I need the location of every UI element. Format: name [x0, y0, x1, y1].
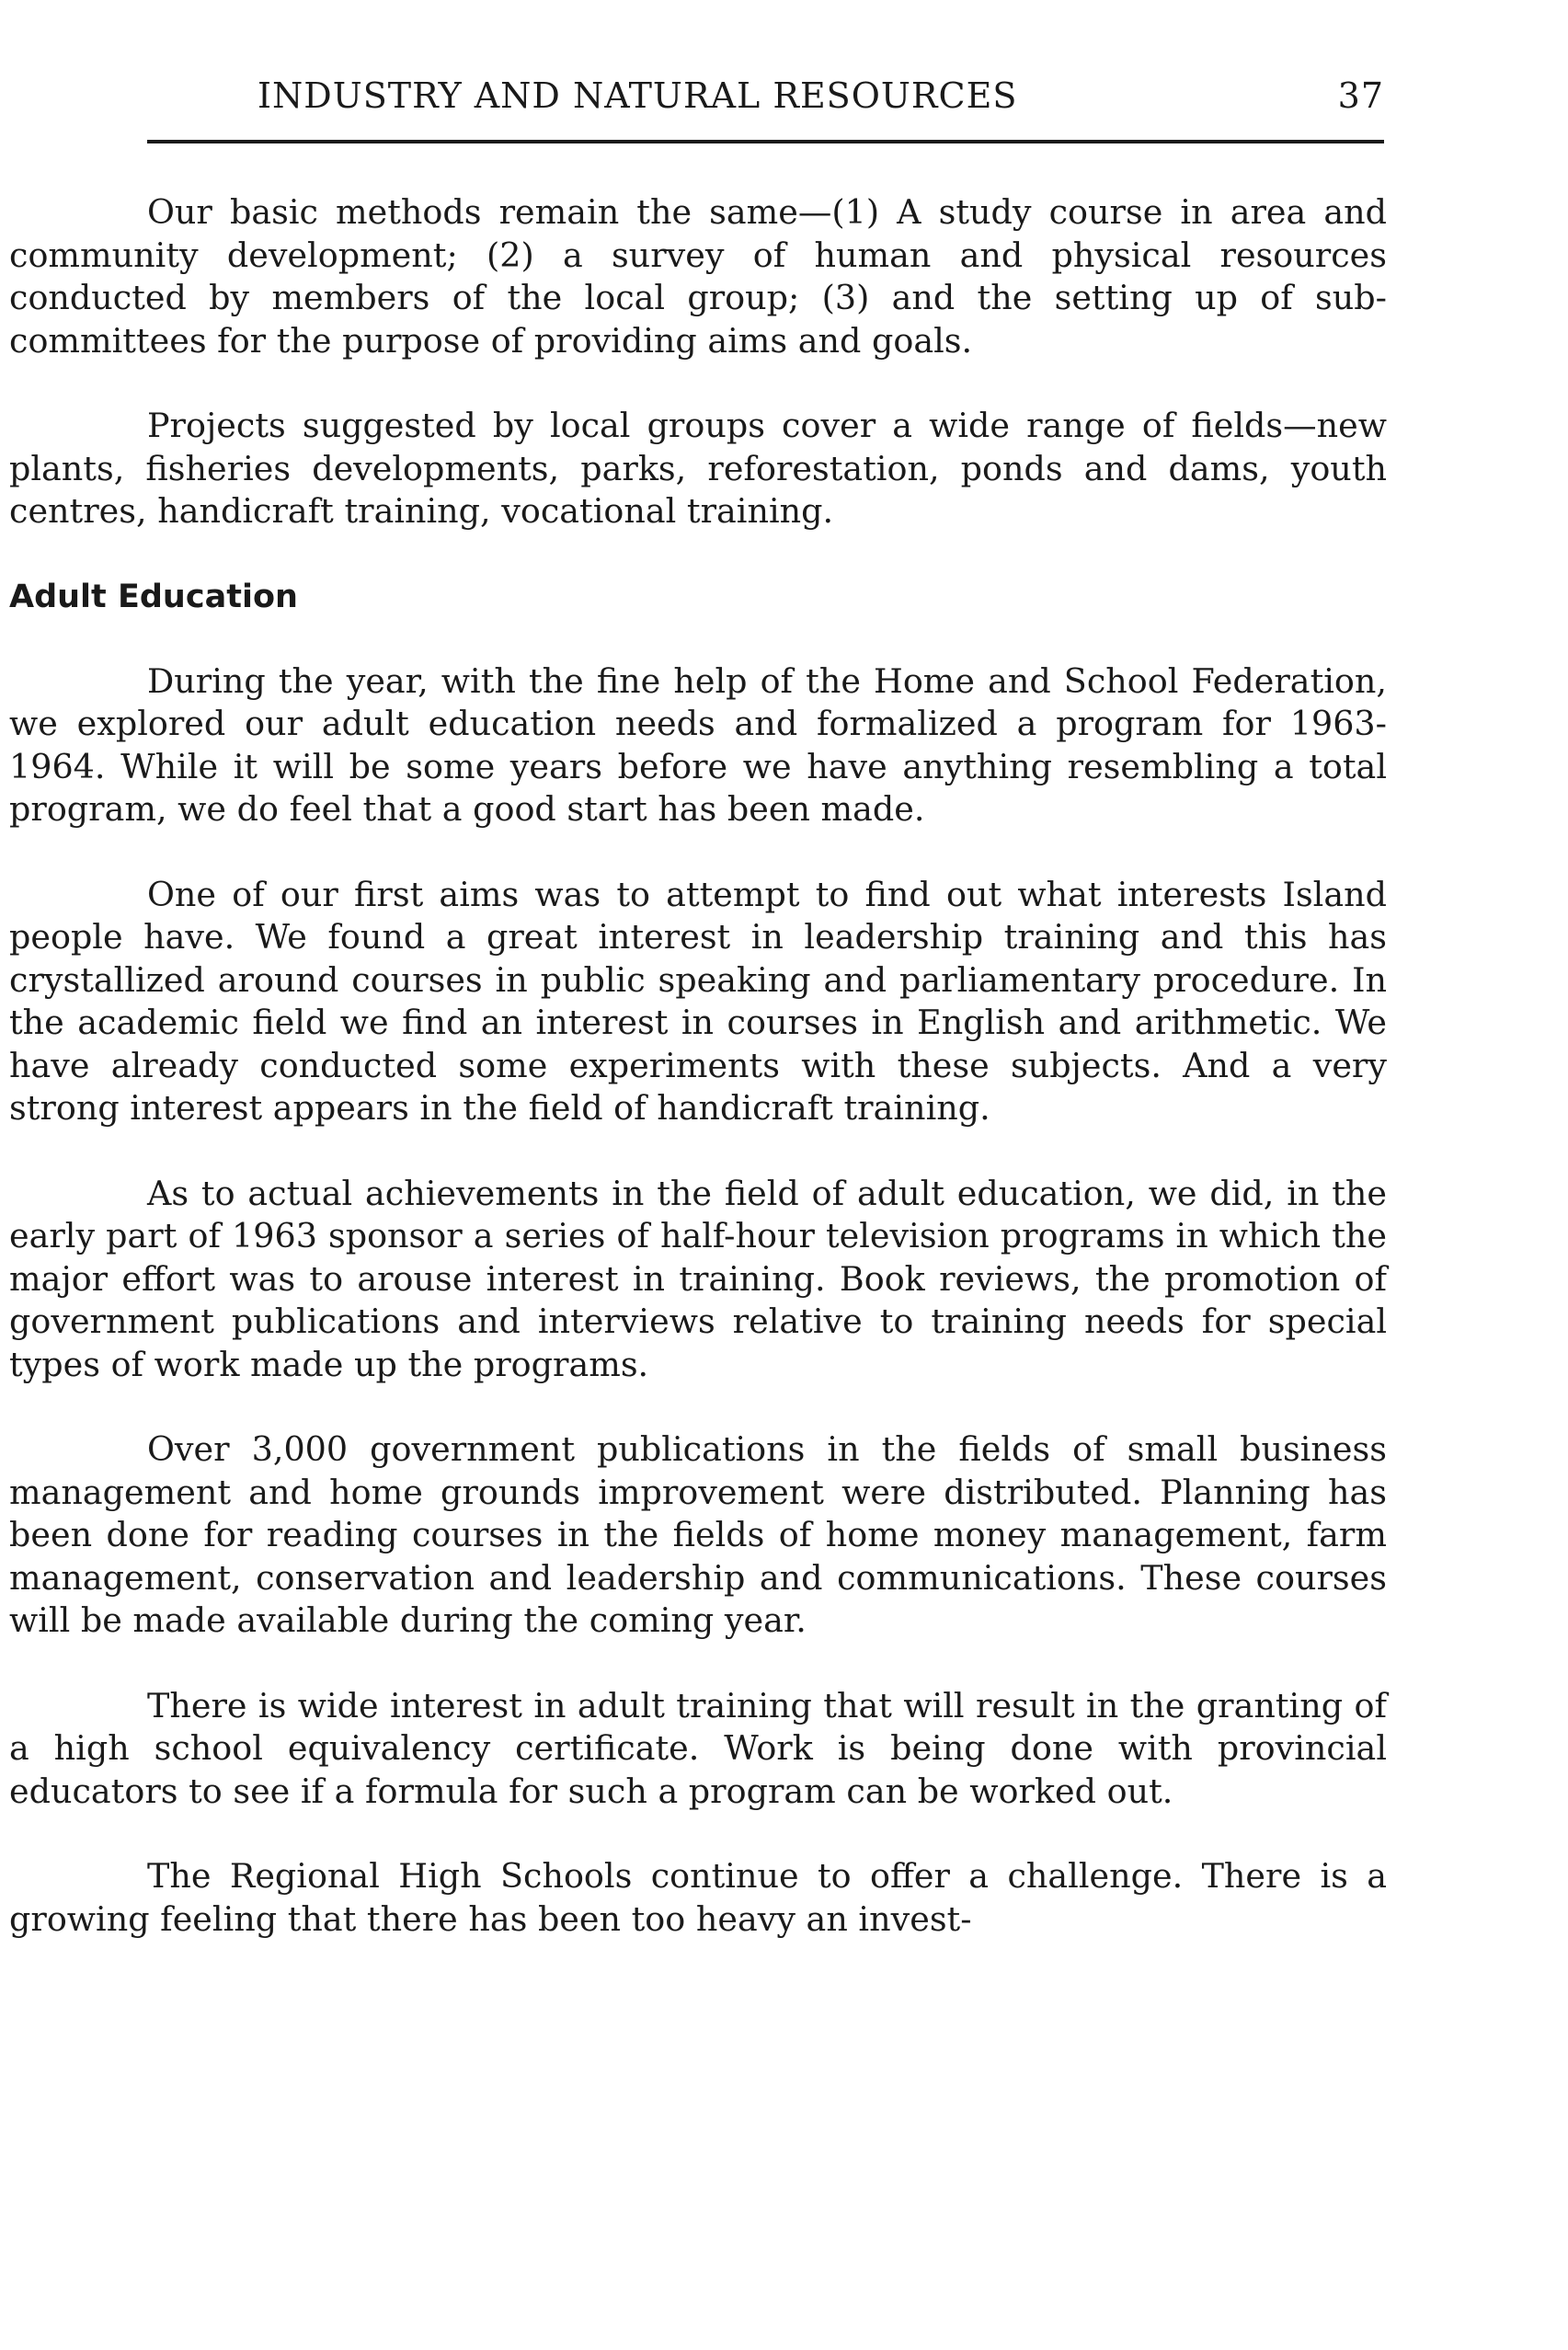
paragraph-regional-schools: The Regional High Schools continue to offer a challenge. There is a growing feeling that there has been too heavy an invest- — [9, 1856, 1387, 1939]
paragraph-adult-education-needs: During the year, with the fine help of the Home and School Federation, we explored our adult education needs and formalized a program for 1963-1964. While it will be some years before we have anything resembling a total program, we do feel that a good start has been made. — [9, 660, 1387, 829]
paragraph-interests: One of our first aims was to attempt to find out what interests Island people have. We found a great interest in leadership training and this has crystallized around courses in public speaking and parliamentary procedure. In the academic field we find an interest in courses in English and arithmetic. We have already conducted some experiments with these subjects. And a very strong interest appears in the field of handicraft training. — [9, 874, 1387, 1128]
section-heading: Adult Education — [9, 578, 298, 615]
paragraph-basic-methods: Our basic methods remain the same—(1) A study course in area and community development; (2) a survey of human and physical resources conducted by members of the local group; (3) and the setting up of sub-committees for the purpose of providing aims and goals. — [9, 192, 1387, 361]
paragraph-equivalency: There is wide interest in adult training that will result in the granting of a high school equivalency certificate. Work is being done with provincial educators to see if a formula for such a program can be worked out. — [9, 1685, 1387, 1811]
page-number: 37 — [1337, 75, 1384, 116]
running-header-title: INDUSTRY AND NATURAL RESOURCES — [258, 75, 1018, 116]
paragraph-projects: Projects suggested by local groups cover a wide range of fields—new plants, fisheries developments, parks, reforestation, ponds and dams, youth centres, handicraft training, vocational training. — [9, 406, 1387, 531]
body-text — [9, 191, 1387, 1983]
running-header — [147, 75, 1384, 127]
paragraph-publications: Over 3,000 government publications in the fields of small business management and home grounds improvement were distributed. Planning has been done for reading courses in the fields of home money management, farm management, conservation and leadership and communications. These courses will be made available during the coming year. — [9, 1429, 1387, 1640]
paragraph-achievements: As to actual achievements in the field of adult education, we did, in the early part of 1963 sponsor a series of half-hour television programs in which the major effort was to arouse interest in training. Book reviews, the promotion of government publications and interviews relative to training needs for special types of work made up the programs. — [9, 1173, 1387, 1384]
header-rule — [147, 140, 1384, 143]
